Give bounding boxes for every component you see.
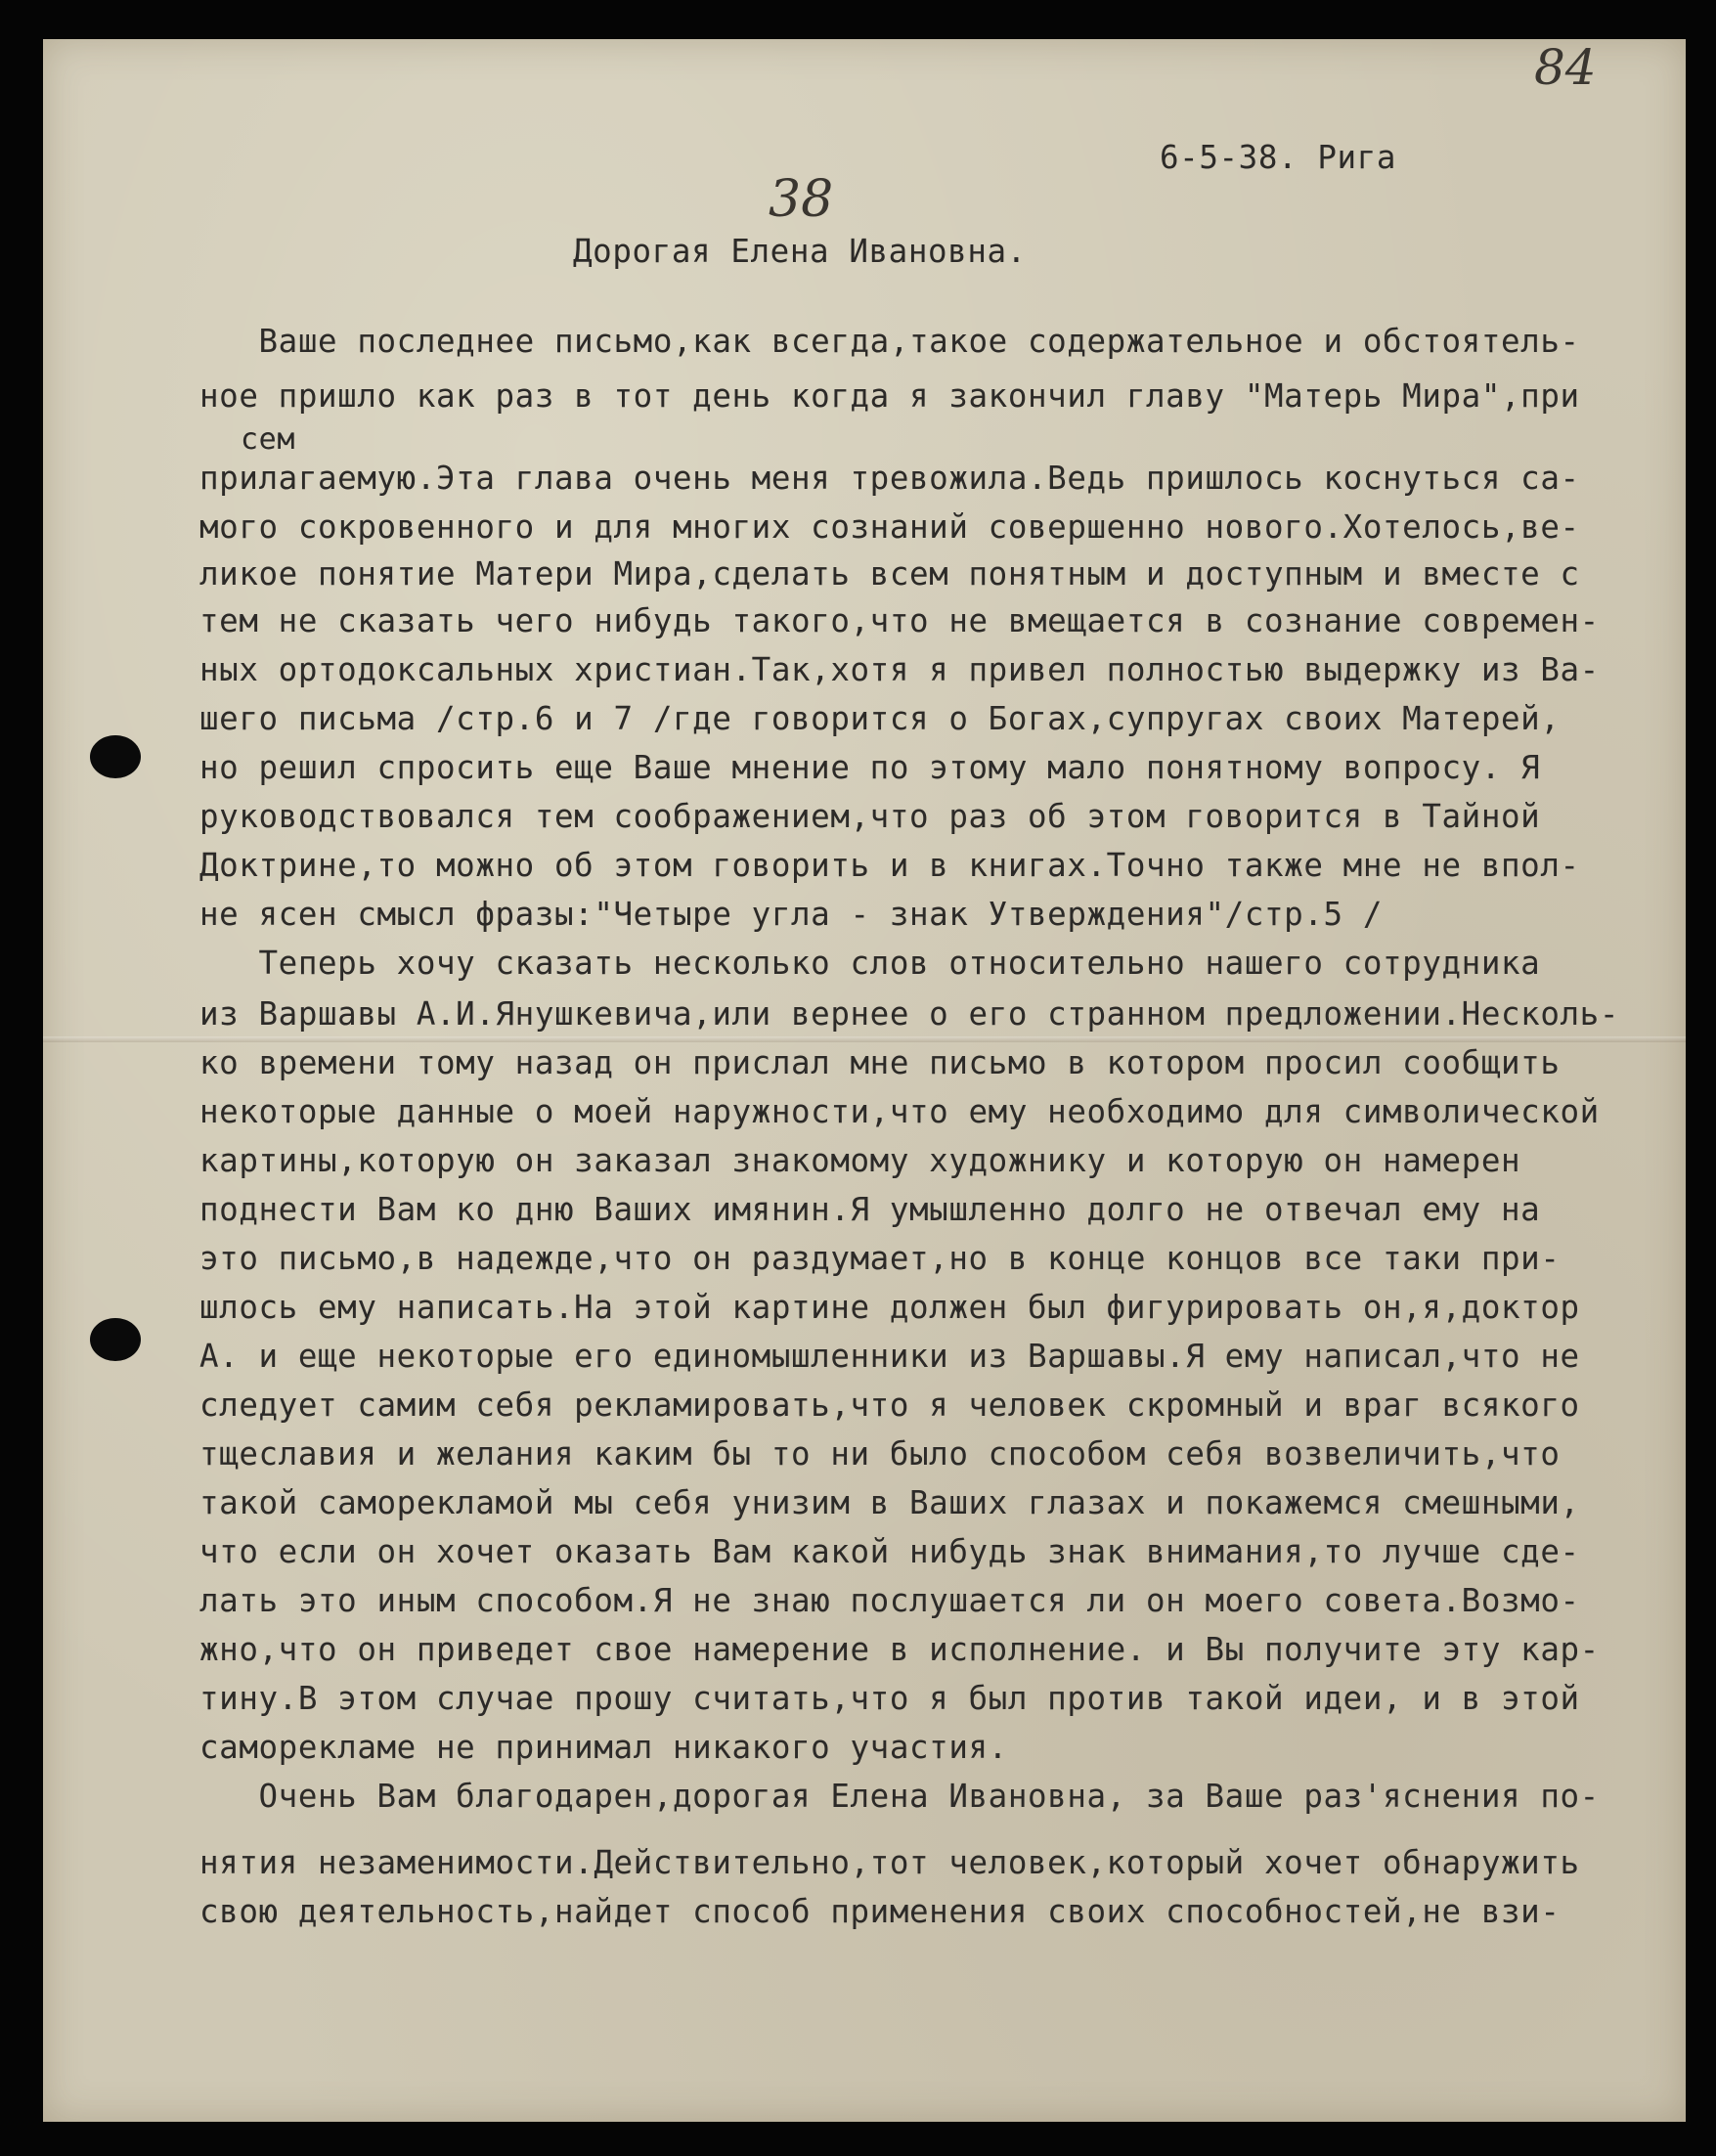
text-line: некоторые данные о моей наружности,что ему необходимо для символической <box>199 1093 1600 1130</box>
folio-number: 84 <box>1534 39 1597 96</box>
salutation: Дорогая Елена Ивановна. <box>573 233 1027 270</box>
punch-hole-top <box>90 735 141 778</box>
text-line: поднести Вам ко дню Ваших имянин.Я умышленно долго не отвечал ему на <box>199 1191 1541 1228</box>
text-line: мого сокровенного и для многих сознаний совершенно нового.Хотелось,ве- <box>199 508 1580 546</box>
text-line: лать это иным способом.Я не знаю послушается ли он моего совета.Возмо- <box>199 1582 1580 1619</box>
letter-number: 38 <box>769 170 834 229</box>
text-line: сем <box>241 422 295 457</box>
text-line: это письмо,в надежде,что он раздумает,но в конце концов все таки при- <box>199 1240 1561 1277</box>
punch-hole-bottom <box>90 1318 141 1361</box>
text-line: тем не сказать чего нибудь такого,что не вмещается в сознание современ- <box>199 602 1600 639</box>
text-line: руководствовался тем соображением,что раз об этом говорится в Тайной <box>199 798 1541 835</box>
text-line: шлось ему написать.На этой картине должен был фигурировать он,я,доктор <box>199 1289 1580 1326</box>
text-line: свою деятельность,найдет способ применения своих способностей,не взи- <box>199 1893 1561 1930</box>
text-line: тину.В этом случае прошу считать,что я был против такой идеи, и в этой <box>199 1680 1580 1717</box>
text-line: такой саморекламой мы себя унизим в Ваших глазах и покажемся смешными, <box>199 1484 1580 1521</box>
text-line: следует самим себя рекламировать,что я человек скромный и враг всякого <box>199 1386 1580 1424</box>
text-line: ликое понятие Матери Мира,сделать всем понятным и доступным и вместе с <box>199 555 1580 593</box>
date-place: 6-5-38. Рига <box>1160 139 1396 176</box>
letter-body <box>199 39 1656 2092</box>
text-line: ных ортодоксальных христиан.Так,хотя я привел полностью выдержку из Ва- <box>199 651 1600 688</box>
text-line: ко времени тому назад он прислал мне письмо в котором просил сообщить <box>199 1044 1561 1081</box>
text-line: саморекламе не принимал никакого участия. <box>199 1729 1008 1766</box>
text-line: Доктрине,то можно об этом говорить и в книгах.Точно также мне не впол- <box>199 847 1580 884</box>
text-line: ное пришло как раз в тот день когда я закончил главу "Матерь Мира",при <box>199 377 1580 415</box>
text-line: тщеславия и желания каким бы то ни было способом себя возвеличить,что <box>199 1435 1561 1473</box>
text-line: Теперь хочу сказать несколько слов относительно нашего сотрудника <box>199 945 1541 982</box>
text-line: не ясен смысл фразы:"Четыре угла - знак Утверждения"/стр.5 / <box>199 896 1383 933</box>
text-line: но решил спросить еще Ваше мнение по этому мало понятному вопросу. Я <box>199 749 1541 786</box>
document-sheet <box>43 39 1686 2122</box>
text-line: Ваше последнее письмо,как всегда,такое содержательное и обстоятель- <box>199 323 1580 360</box>
text-line: Очень Вам благодарен,дорогая Елена Ивановна, за Ваше раз'яснения по- <box>199 1778 1600 1815</box>
text-line: жно,что он приведет свое намерение в исполнение. и Вы получите эту кар- <box>199 1631 1600 1668</box>
text-line: А. и еще некоторые его единомышленники из Варшавы.Я ему написал,что не <box>199 1338 1580 1375</box>
text-line: из Варшавы А.И.Янушкевича,или вернее о его странном предложении.Несколь- <box>199 995 1619 1033</box>
text-line: шего письма /стр.6 и 7 /где говорится о Богах,супругах своих Матерей, <box>199 700 1561 737</box>
text-line: что если он хочет оказать Вам какой нибудь знак внимания,то лучше сде- <box>199 1533 1580 1570</box>
text-line: нятия незаменимости.Действительно,тот человек,который хочет обнаружить <box>199 1844 1580 1881</box>
text-line: картины,которую он заказал знакомому художнику и которую он намерен <box>199 1142 1521 1179</box>
text-line: прилагаемую.Эта глава очень меня тревожила.Ведь пришлось коснуться са- <box>199 460 1580 497</box>
